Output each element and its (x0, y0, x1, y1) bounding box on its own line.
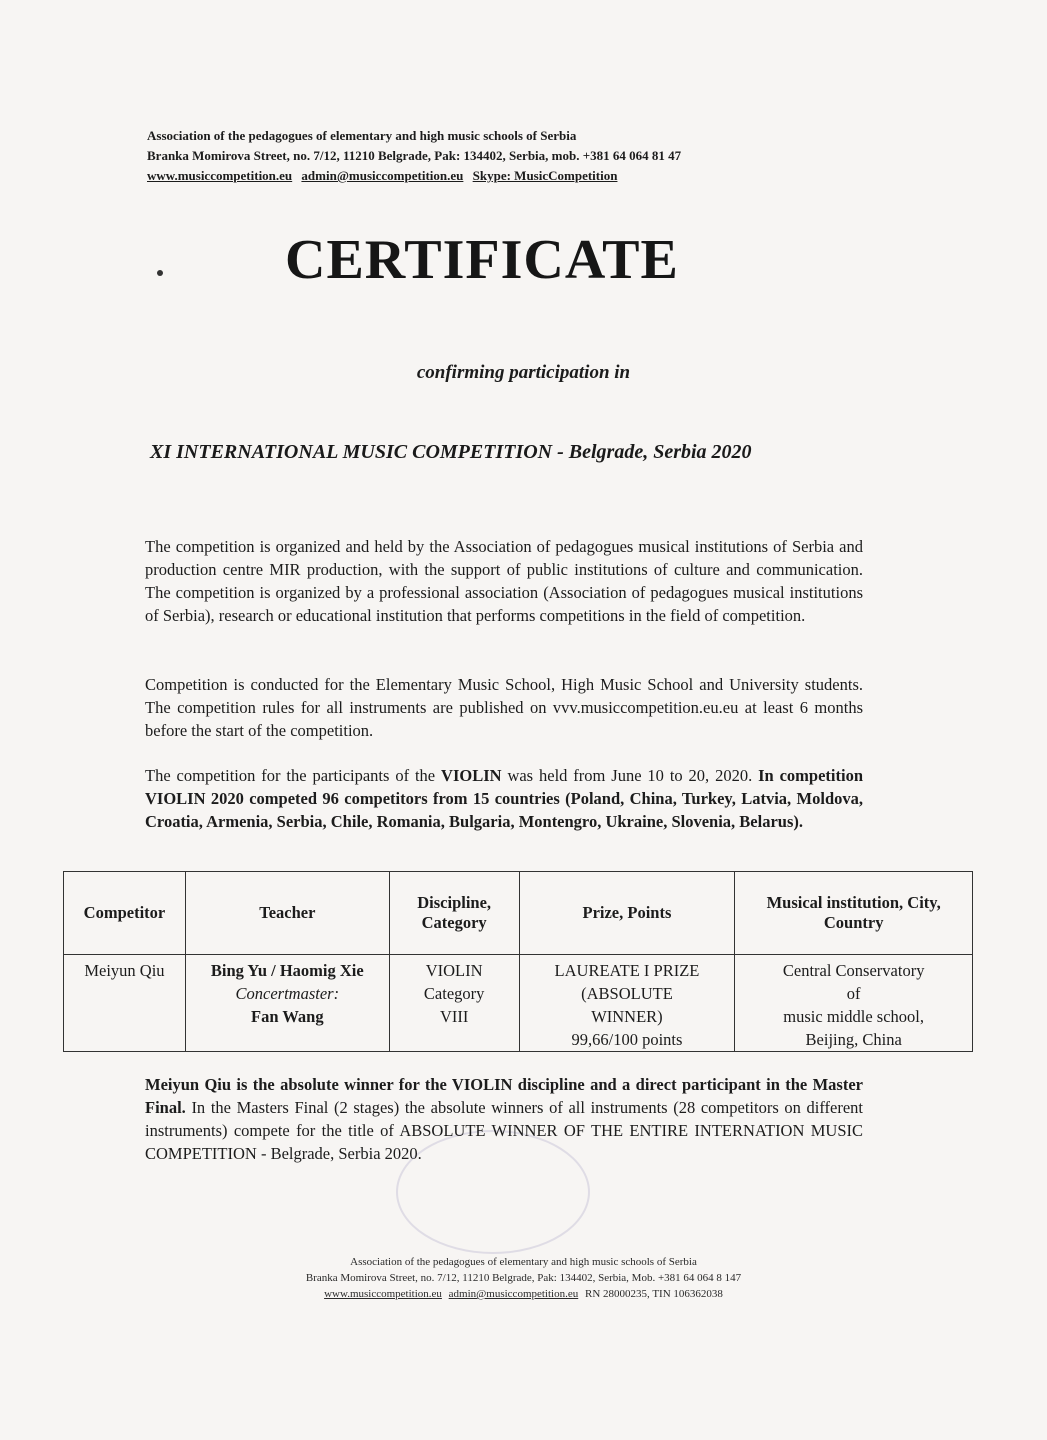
header-institution: Musical institution, City, Country (735, 872, 973, 955)
cell-teacher (185, 955, 389, 1052)
website-link[interactable]: www.musiccompetition.eu (147, 168, 293, 183)
header-discipline: Discipline, Category (389, 872, 519, 955)
winner-statement: Meiyun Qiu is the absolute winner for the VIOLIN discipline and a direct participant in the Master Final. (145, 1075, 863, 1117)
teacher-names: Bing Yu / Haomig Xie (210, 961, 364, 980)
eligibility-paragraph: Competition is conducted for the Elementary Music School, High Music School and University students. The competition rules for all instruments are published on vvv.musiccompetition.eu.eu at least 6 months before the start of the competition. (145, 675, 863, 740)
prize-winner: WINNER) (591, 1007, 663, 1026)
footer-registry: RN 28000235, TIN 106362038 (584, 1288, 723, 1300)
letterhead (147, 126, 681, 186)
violin-competition-paragraph (145, 764, 863, 833)
footer-email-link[interactable]: admin@musiccompetition.eu (448, 1288, 579, 1300)
violin-intro-text: The competition for the participants of the (145, 766, 442, 785)
header-teacher: Teacher (185, 872, 389, 955)
institution-name: Central Conservatory (782, 961, 925, 980)
letterhead-links (147, 166, 681, 186)
email-link[interactable]: admin@musiccompetition.eu (301, 168, 464, 183)
master-final-text: In the Masters Final (2 stages) the absolute winners of all instruments (28 competitors on different instruments) compete for the title of ABSOLUTE WINNER OF THE ENTIRE INTERNATION MUSIC COMPETITION - Belgrade, Serbia 2020. (145, 1098, 863, 1163)
competition-name: XI INTERNATIONAL MUSIC COMPETITION - Belgrade, Serbia 2020 (150, 441, 752, 463)
violin-dates-text: was held from June 10 to 20, 2020. (501, 766, 753, 785)
footer-links (0, 1286, 1047, 1302)
institution-city: Beijing, China (805, 1030, 902, 1049)
footer-address: Branka Momirova Street, no. 7/12, 11210 Belgrade, Pak: 134402, Serbia, Mob. +381 64 064 8 147 (305, 1272, 742, 1284)
cell-discipline (389, 955, 519, 1052)
prize-absolute: (ABSOLUTE (581, 984, 673, 1003)
bullet-mark (157, 270, 163, 276)
footer (0, 1254, 1047, 1302)
discipline-instrument: VIOLIN (425, 961, 483, 980)
letterhead-address: Branka Momirova Street, no. 7/12, 11210 Belgrade, Pak: 134402, Serbia, mob. +381 64 064 81 47 (147, 148, 682, 163)
certificate-title: CERTIFICATE (285, 229, 679, 291)
instrument-name: VIOLIN (441, 766, 502, 785)
cell-institution (735, 955, 973, 1052)
header-prize: Prize, Points (519, 872, 735, 955)
skype-link[interactable]: Skype: MusicCompetition (472, 168, 618, 183)
footer-association: Association of the pedagogues of elementary and high music schools of Serbia (350, 1256, 697, 1268)
footer-website-link[interactable]: www.musiccompetition.eu (324, 1288, 442, 1300)
organization-paragraph: The competition is organized and held by the Association of pedagogues musical institutions of Serbia and production centre MIR production, with the support of public institutions of culture and communication. The competition is organized by a professional association (Association of pedagogues musical institutions of Serbia), research or educational institution that performs competitions in the field of competition. (145, 537, 863, 625)
cell-competitor (64, 955, 186, 1052)
institution-of: of (846, 984, 861, 1003)
letterhead-association: Association of the pedagogues of elementary and high music schools of Serbia (147, 128, 577, 143)
cell-prize (519, 955, 735, 1052)
certificate-subtitle: confirming participation in (416, 362, 631, 383)
institution-school: music middle school, (783, 1007, 924, 1026)
concertmaster-label: Concertmaster: (235, 984, 340, 1003)
discipline-category-value: VIII (439, 1007, 469, 1026)
winner-paragraph (145, 1073, 863, 1165)
competitors-summary: In competition VIOLIN 2020 competed 96 competitors from 15 countries (Poland, China, Turkey, Latvia, Moldova, Croatia, Armenia, Serbia, Chile, Romania, Bulgaria, Montengro, Ukraine, Slovenia, Belarus). (145, 766, 864, 831)
prize-title: LAUREATE I PRIZE (554, 961, 700, 980)
competitor-name: Meiyun Qiu (84, 961, 165, 980)
concertmaster-name: Fan Wang (251, 1007, 324, 1026)
prize-points: 99,66/100 points (571, 1030, 683, 1049)
table-row (64, 955, 973, 1052)
header-competitor: Competitor (64, 872, 186, 955)
table-header-row (64, 872, 973, 955)
results-table (63, 871, 973, 1052)
discipline-category-label: Category (423, 984, 485, 1003)
